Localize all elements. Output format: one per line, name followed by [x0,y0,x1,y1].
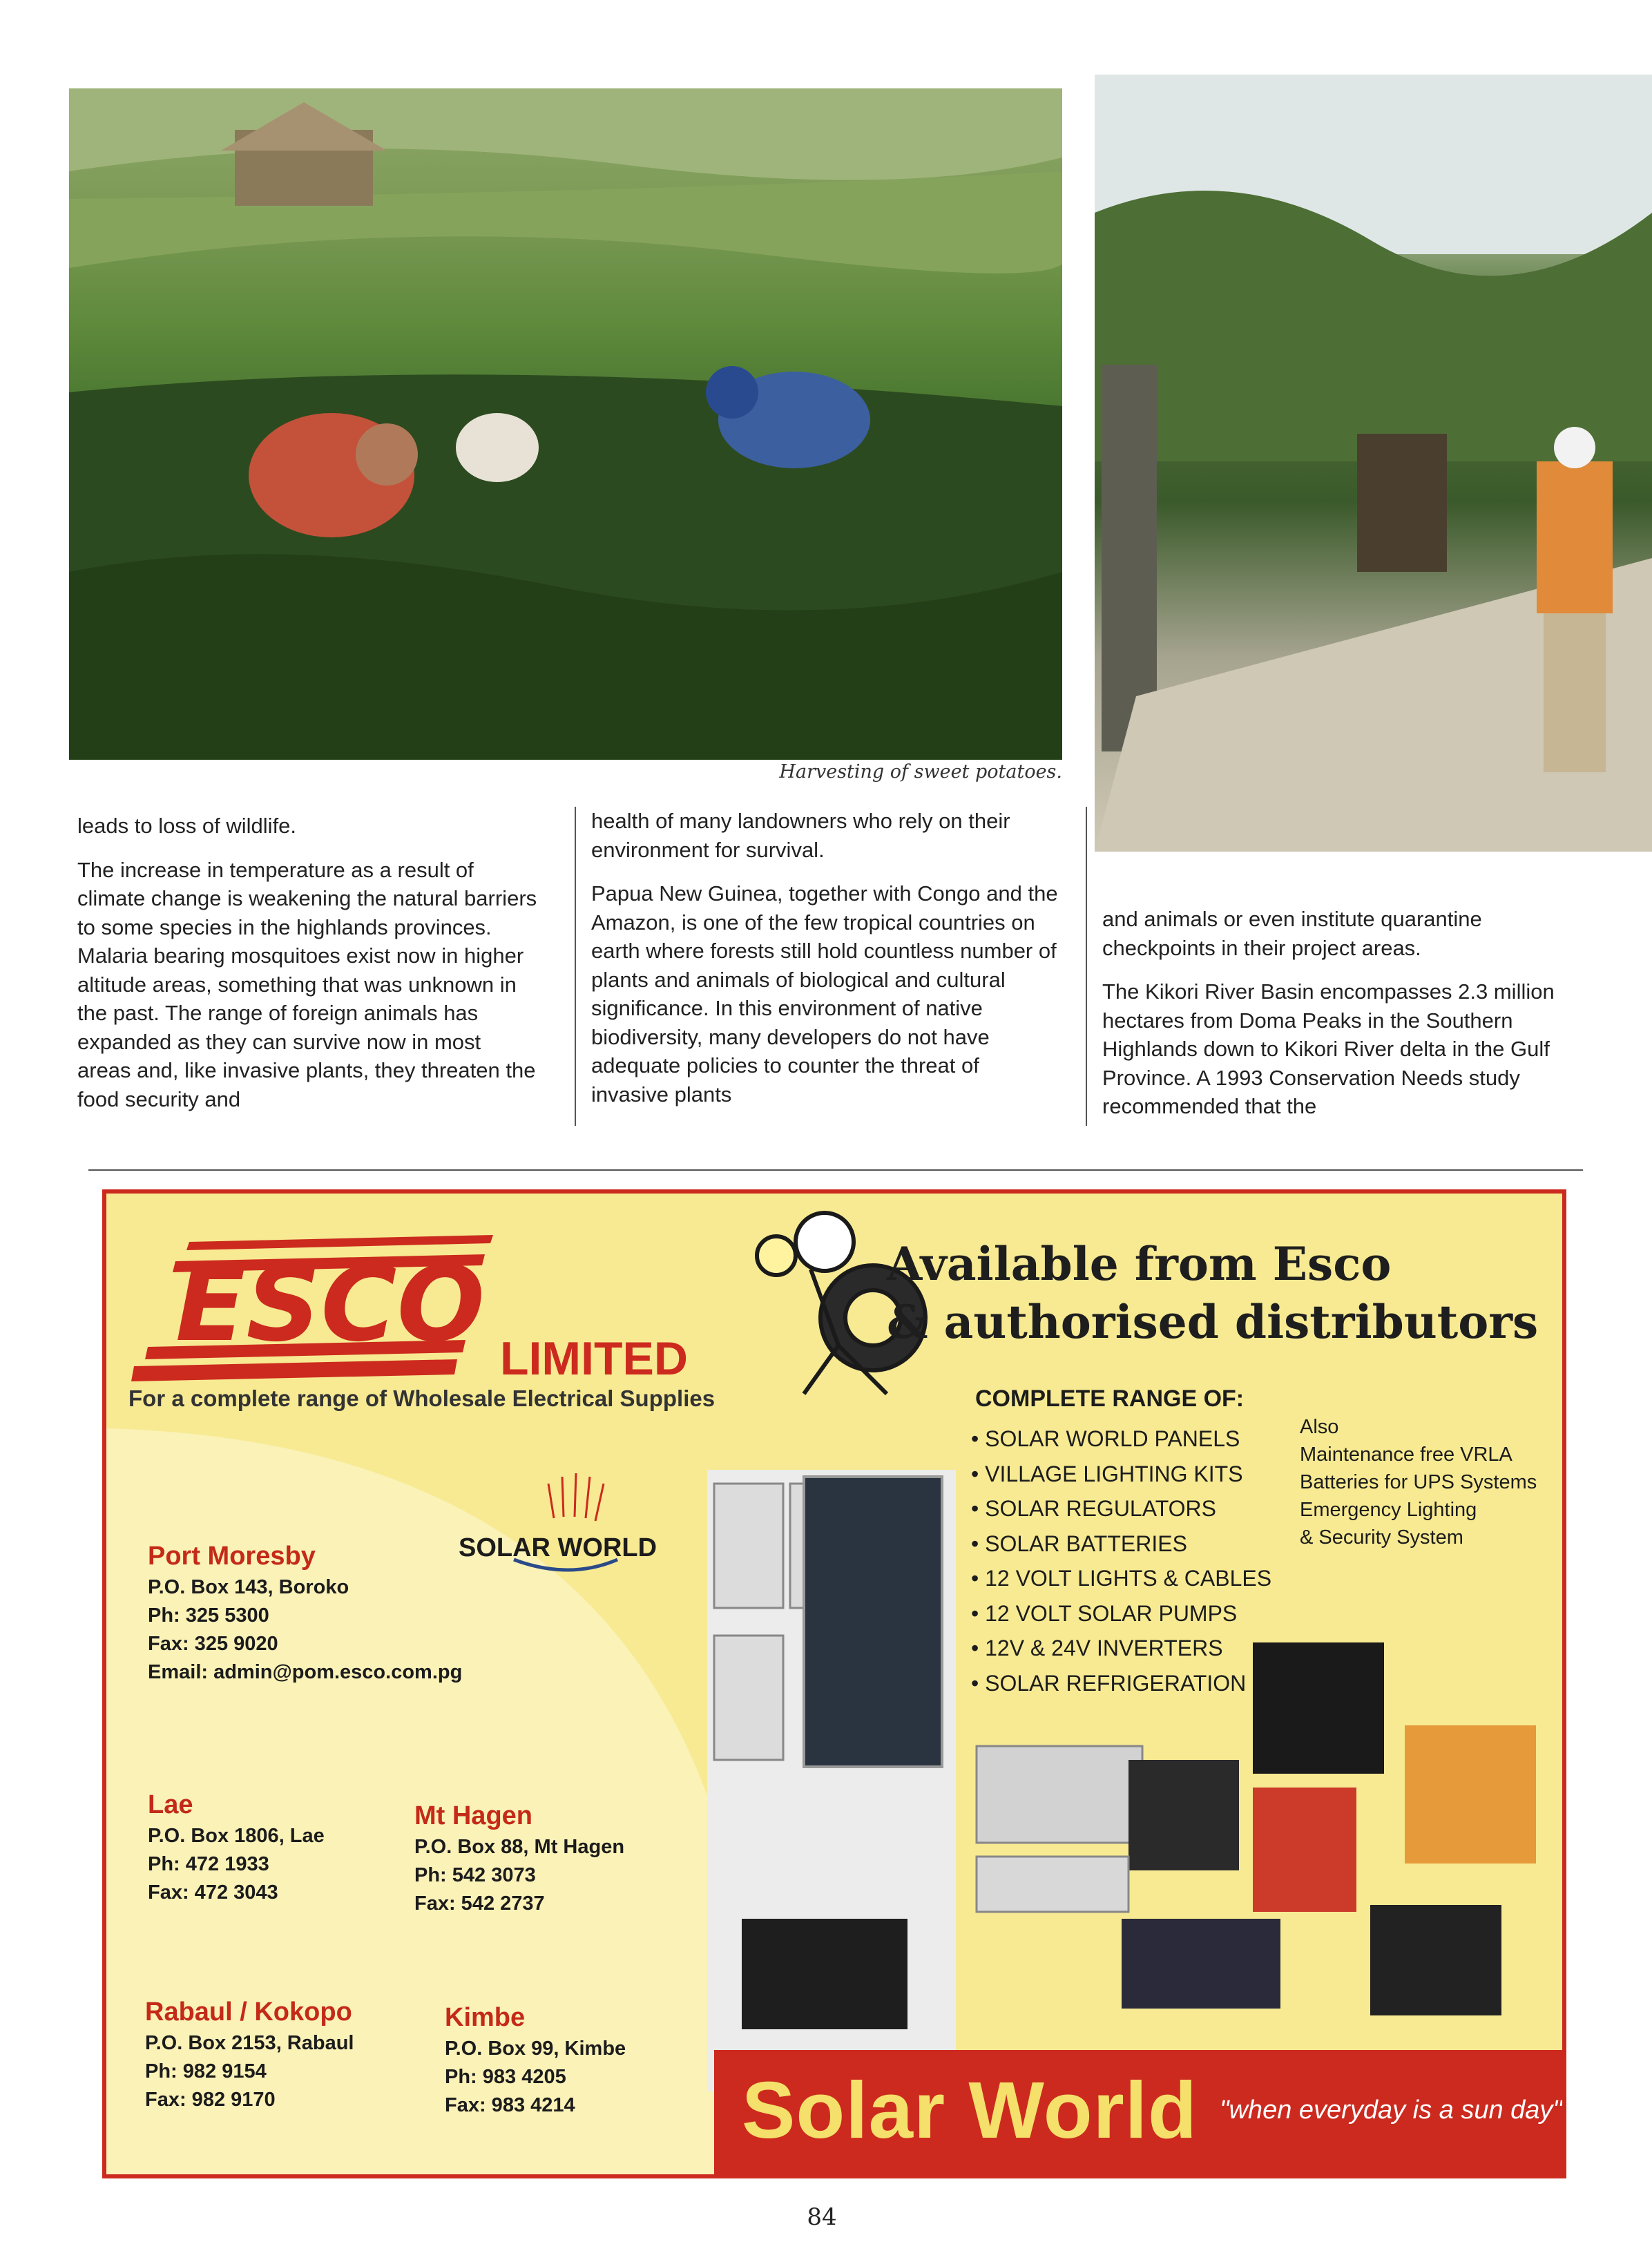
office-lae [148,1788,325,1907]
office-port-moresby [148,1539,462,1687]
office-mt-hagen [414,1799,624,1918]
sealed-battery-image [1128,1760,1239,1870]
product-range-item: • 12 VOLT LIGHTS & CABLES [971,1561,1271,1596]
esco-logo-suffix: LIMITED [500,1332,688,1385]
page-number: 84 [807,2203,837,2231]
worker-at-gate-photo [1095,75,1652,852]
office-phone: Ph: 982 9154 [145,2060,267,2082]
article-column-3 [1102,905,1586,1136]
ad-headline-line-1: Available from Esco [887,1237,1392,1291]
led-light-image [977,1857,1128,1912]
photo-caption: Harvesting of sweet potatoes. [779,761,1062,783]
section-divider [88,1169,1583,1171]
column-divider-1 [575,807,576,1126]
office-fax: Fax: 325 9020 [148,1633,278,1655]
also-available-note [1300,1413,1537,1551]
product-range-item: • VILLAGE LIGHTING KITS [971,1457,1271,1492]
sweet-potato-harvest-photo [69,88,1062,760]
col1-paragraph-1: leads to loss of wildlife. [77,814,297,838]
esco-logo-text: ESCO [175,1245,486,1365]
solar-world-brand: Solar World [742,2065,1198,2155]
charge-controller-image [1122,1919,1280,2009]
solar-world-logo [459,1473,657,1570]
product-range-item: • SOLAR WORLD PANELS [971,1421,1271,1457]
office-city: Rabaul / Kokopo [145,1997,352,2027]
article-column-2 [591,807,1061,1124]
also-line: Batteries for UPS Systems [1300,1471,1537,1493]
office-city: Port Moresby [148,1542,316,1571]
office-phone: Ph: 325 5300 [148,1604,269,1627]
brand-slogan: "when everyday is a sun day" [1220,2096,1562,2125]
col1-paragraph-2: The increase in temperature as a result of climate change is weakening the natural barriers to some species in the highlands provinces. Malaria bearing mosquitoes exist now in higher altitude areas, something that was unknown in the past. The range of foreign animals has expanded as they can survive now in most areas and, like invasive plants, they threaten the food security and [77,857,537,1111]
fridge-panel-image [1253,1642,1384,1774]
also-line: Emergency Lighting [1300,1499,1477,1521]
office-fax: Fax: 472 3043 [148,1881,278,1904]
product-range-item: • SOLAR BATTERIES [971,1526,1271,1562]
office-fax: Fax: 983 4214 [445,2094,575,2116]
article-column-1 [77,812,540,1129]
red-inverter-image [1253,1788,1356,1912]
office-address: P.O. Box 1806, Lae [148,1825,325,1847]
worker-at-gate-illustration [1095,75,1652,852]
col2-paragraph-1: health of many landowners who rely on their environment for survival. [591,809,1010,862]
office-email: Email: admin@pom.esco.com.pg [148,1661,463,1683]
office-phone: Ph: 542 3073 [414,1864,536,1886]
also-line: Maintenance free VRLA [1300,1444,1512,1466]
office-address: P.O. Box 88, Mt Hagen [414,1836,625,1858]
office-kimbe [445,2000,626,2120]
battery-image [742,1919,907,2029]
office-rabaul-kokopo [145,1995,354,2114]
office-address: P.O. Box 143, Boroko [148,1576,349,1598]
column-divider-2 [1086,807,1087,1126]
office-fax: Fax: 542 2737 [414,1893,545,1915]
office-city: Mt Hagen [414,1801,532,1830]
esco-tagline: For a complete range of Wholesale Electrical Supplies [128,1386,715,1411]
office-address: P.O. Box 2153, Rabaul [145,2032,354,2054]
col2-paragraph-2: Papua New Guinea, together with Congo and the Amazon, is one of the few tropical countries on earth where forests still hold countless number of plants and animals of biological and cultural significance. In this environment of native biodiversity, many developers do not have adequate policies to counter the threat of invasive plants [591,881,1058,1106]
ad-headline [887,1235,1538,1351]
product-range-item: • 12 VOLT SOLAR PUMPS [971,1596,1271,1631]
also-line: Also [1300,1416,1339,1438]
office-phone: Ph: 983 4205 [445,2066,566,2088]
office-city: Kimbe [445,2003,526,2032]
regulator-image [977,1746,1142,1843]
col3-paragraph-1: and animals or even institute quarantine checkpoints in their project areas. [1102,907,1482,960]
office-phone: Ph: 472 1933 [148,1853,269,1875]
office-address: P.O. Box 99, Kimbe [445,2038,626,2060]
office-fax: Fax: 982 9170 [145,2089,276,2111]
product-range-item: • SOLAR REFRIGERATION [971,1666,1271,1701]
solar-panel-image [804,1477,942,1767]
esco-advert [102,1189,1566,2178]
car-inverter-image [1370,1905,1501,2015]
product-range-item: • SOLAR REGULATORS [971,1491,1271,1526]
sweet-potato-harvest-illustration [69,88,1062,760]
solar-world-logo-text: SOLAR WORLD [459,1533,657,1562]
product-range-item: • 12V & 24V INVERTERS [971,1631,1271,1666]
ad-headline-line-2: & authorised distributors [887,1295,1539,1349]
boxed-kit-image [1405,1725,1536,1863]
product-range-list [971,1421,1271,1700]
col3-paragraph-2: The Kikori River Basin encompasses 2.3 million hectares from Doma Peaks in the Southern Highlands down to Kikori River delta in the Gulf Province. A 1993 Conservation Needs study recommended that the [1102,979,1555,1118]
office-city: Lae [148,1790,193,1819]
product-range-title: COMPLETE RANGE OF: [975,1386,1245,1412]
also-line: & Security System [1300,1526,1463,1549]
